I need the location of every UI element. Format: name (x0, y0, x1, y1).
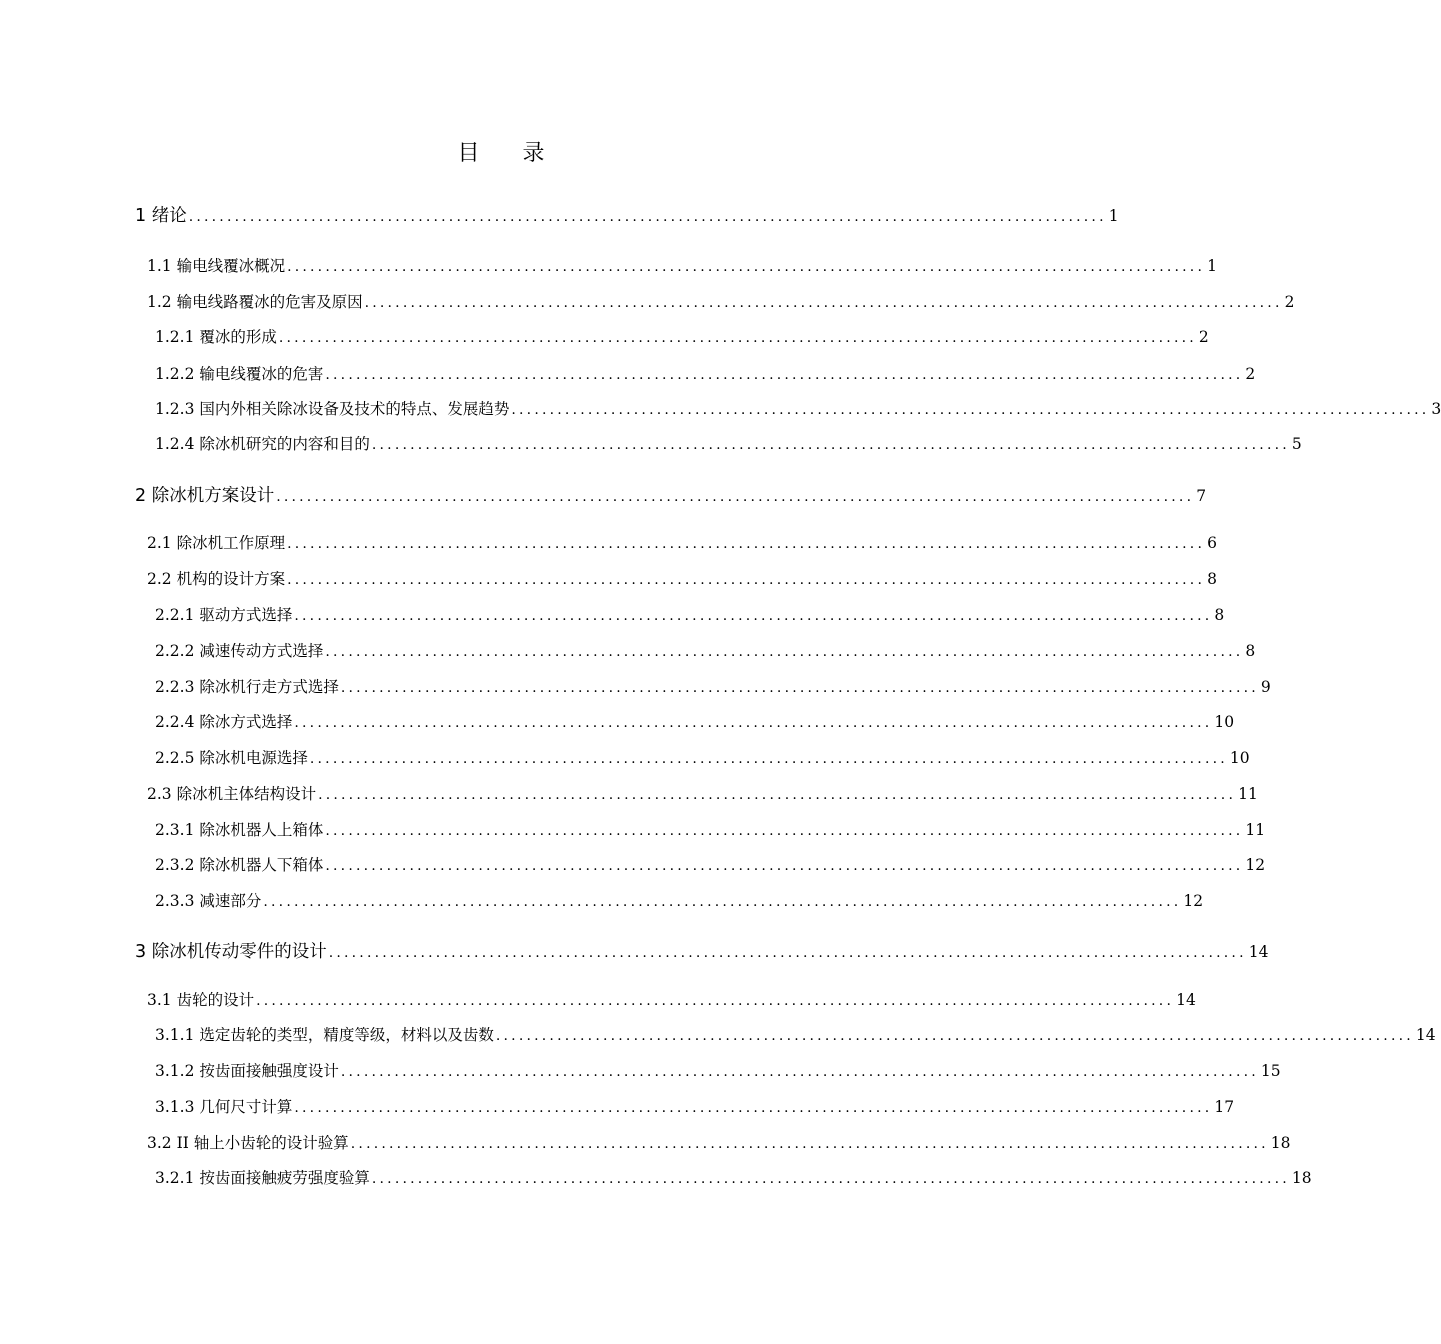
toc-entry[interactable] (147, 290, 1295, 312)
toc-entry-page: 11 (1245, 821, 1266, 839)
toc-entry[interactable] (155, 853, 1266, 875)
toc-entry-page: 12 (1245, 856, 1266, 874)
toc-leader: ........................................................................................................................ (325, 823, 1244, 839)
toc-entry-page: 2 (1198, 328, 1209, 346)
toc-title: 目 录 (457, 141, 563, 166)
toc-entry[interactable] (155, 889, 1204, 911)
toc-leader: ........................................................................................................................ (294, 1100, 1213, 1116)
toc-entry[interactable] (155, 639, 1256, 661)
toc-entry-page: 14 (1415, 1026, 1436, 1044)
toc-entry-page: 3 (1431, 400, 1441, 418)
toc-entry-label: 3.1.3 几何尺寸计算 (155, 1098, 293, 1116)
toc-leader: ........................................................................................................................ (328, 945, 1247, 961)
toc-entry[interactable] (155, 432, 1302, 454)
toc-entry[interactable] (147, 254, 1217, 276)
toc-leader: ........................................................................................................................ (325, 367, 1244, 383)
toc-entry-label: 2 除冰机方案设计 (135, 486, 275, 506)
toc-entry-page: 18 (1270, 1134, 1291, 1152)
toc-leader: ........................................................................................................................ (340, 1064, 1259, 1080)
toc-entry-page: 10 (1229, 749, 1250, 767)
toc-entry-label: 1.1 输电线覆冰概况 (147, 257, 286, 275)
toc-entry-page: 1 (1108, 207, 1119, 225)
toc-entry-label: 2.3.1 除冰机器人上箱体 (155, 821, 324, 839)
toc-entry-page: 8 (1207, 570, 1217, 588)
toc-entry-page: 5 (1291, 435, 1302, 453)
toc-leader: ........................................................................................................................ (495, 1028, 1414, 1044)
toc-leader: ........................................................................................................................ (256, 993, 1175, 1009)
toc-entry[interactable] (155, 1095, 1235, 1117)
toc-entry[interactable] (135, 202, 1119, 227)
toc-entry[interactable] (135, 938, 1269, 963)
toc-entry-label: 3.1 齿轮的设计 (147, 991, 255, 1009)
toc-entry-label: 2.2.4 除冰方式选择 (155, 713, 293, 731)
toc-entry-label: 1 绪论 (135, 206, 187, 226)
toc-leader: ........................................................................................................................ (278, 330, 1197, 346)
toc-entry-page: 8 (1214, 606, 1225, 624)
toc-entry-page: 14 (1176, 991, 1196, 1009)
toc-entry[interactable] (155, 1023, 1436, 1045)
toc-leader: ........................................................................................................................ (287, 259, 1206, 275)
toc-entry[interactable] (155, 603, 1225, 625)
toc-leader: ........................................................................................................................ (309, 751, 1228, 767)
toc-entry[interactable] (155, 362, 1256, 384)
toc-entry-page: 18 (1291, 1169, 1312, 1187)
toc-entry-page: 17 (1214, 1098, 1235, 1116)
toc-leader: ........................................................................................................................ (364, 295, 1283, 311)
toc-entry[interactable] (147, 1131, 1291, 1153)
toc-entry-label: 2.3.2 除冰机器人下箱体 (155, 856, 324, 874)
toc-leader: ........................................................................................................................ (340, 680, 1259, 696)
toc-entry-page: 1 (1207, 257, 1217, 275)
toc-entry[interactable] (147, 531, 1217, 553)
toc-entry-label: 2.2.2 减速传动方式选择 (155, 642, 324, 660)
toc-entry-page: 9 (1260, 678, 1271, 696)
toc-leader: ........................................................................................................................ (325, 858, 1244, 874)
toc-entry-page: 2 (1245, 365, 1256, 383)
toc-entry[interactable] (135, 482, 1207, 507)
toc-entry-label: 2.3 除冰机主体结构设计 (147, 785, 317, 803)
toc-entry-label: 2.2.1 驱动方式选择 (155, 606, 293, 624)
toc-leader: ........................................................................................................................ (371, 437, 1290, 453)
toc-entry-page: 2 (1284, 293, 1295, 311)
toc-entry[interactable] (155, 325, 1209, 347)
toc-entry-label: 2.1 除冰机工作原理 (147, 534, 286, 552)
toc-entry-label: 1.2.3 国内外相关除冰设备及技术的特点、发展趋势 (155, 400, 510, 418)
toc-entry[interactable] (155, 1059, 1281, 1081)
toc-leader: ........................................................................................................................ (294, 715, 1213, 731)
toc-entry-page: 6 (1207, 534, 1217, 552)
toc-leader: ........................................................................................................................ (325, 644, 1244, 660)
toc-entry-label: 3.1.1 选定齿轮的类型，精度等级，材料以及齿数 (155, 1026, 494, 1044)
toc-leader: ........................................................................................................................ (276, 489, 1195, 505)
toc-leader: ........................................................................................................................ (318, 787, 1237, 803)
toc-entry[interactable] (147, 782, 1258, 804)
toc-entry-label: 3 除冰机传动零件的设计 (135, 942, 327, 962)
toc-leader: ........................................................................................................................ (263, 894, 1182, 910)
toc-entry-label: 1.2.1 覆冰的形成 (155, 328, 277, 346)
toc-entry[interactable] (155, 1166, 1312, 1188)
toc-entry-label: 3.2.1 按齿面接触疲劳强度验算 (155, 1169, 370, 1187)
toc-entry-label: 3.2 II 轴上小齿轮的设计验算 (147, 1134, 349, 1152)
toc-entry-label: 2.2.3 除冰机行走方式选择 (155, 678, 339, 696)
toc-leader: ........................................................................................................................ (350, 1136, 1269, 1152)
toc-entry[interactable] (155, 710, 1235, 732)
toc-leader: ........................................................................................................................ (188, 209, 1107, 225)
toc-entry-label: 1.2 输电线路覆冰的危害及原因 (147, 293, 363, 311)
toc-entry-label: 2.3.3 减速部分 (155, 892, 262, 910)
toc-entry[interactable] (155, 397, 1441, 419)
toc-entry[interactable] (155, 675, 1271, 697)
toc-entry-page: 10 (1214, 713, 1235, 731)
toc-entry-label: 3.1.2 按齿面接触强度设计 (155, 1062, 339, 1080)
toc-entry-label: 1.2.2 输电线覆冰的危害 (155, 365, 324, 383)
toc-entry[interactable] (155, 818, 1266, 840)
toc-entry[interactable] (147, 988, 1196, 1010)
toc-entry[interactable] (147, 567, 1217, 589)
toc-entry-label: 2.2 机构的设计方案 (147, 570, 286, 588)
toc-leader: ........................................................................................................................ (371, 1171, 1290, 1187)
toc-entry-label: 2.2.5 除冰机电源选择 (155, 749, 308, 767)
toc-entry-page: 12 (1183, 892, 1204, 910)
toc-entry-page: 14 (1248, 943, 1269, 961)
toc-entry-page: 11 (1238, 785, 1258, 803)
toc-entry-page: 15 (1260, 1062, 1281, 1080)
toc-leader: ........................................................................................................................ (511, 402, 1430, 418)
toc-leader: ........................................................................................................................ (287, 536, 1206, 552)
toc-entry[interactable] (155, 746, 1250, 768)
toc-entry-page: 8 (1245, 642, 1256, 660)
toc-leader: ........................................................................................................................ (287, 572, 1206, 588)
toc-entry-page: 7 (1196, 487, 1207, 505)
toc-entry-label: 1.2.4 除冰机研究的内容和目的 (155, 435, 370, 453)
toc-leader: ........................................................................................................................ (294, 608, 1213, 624)
